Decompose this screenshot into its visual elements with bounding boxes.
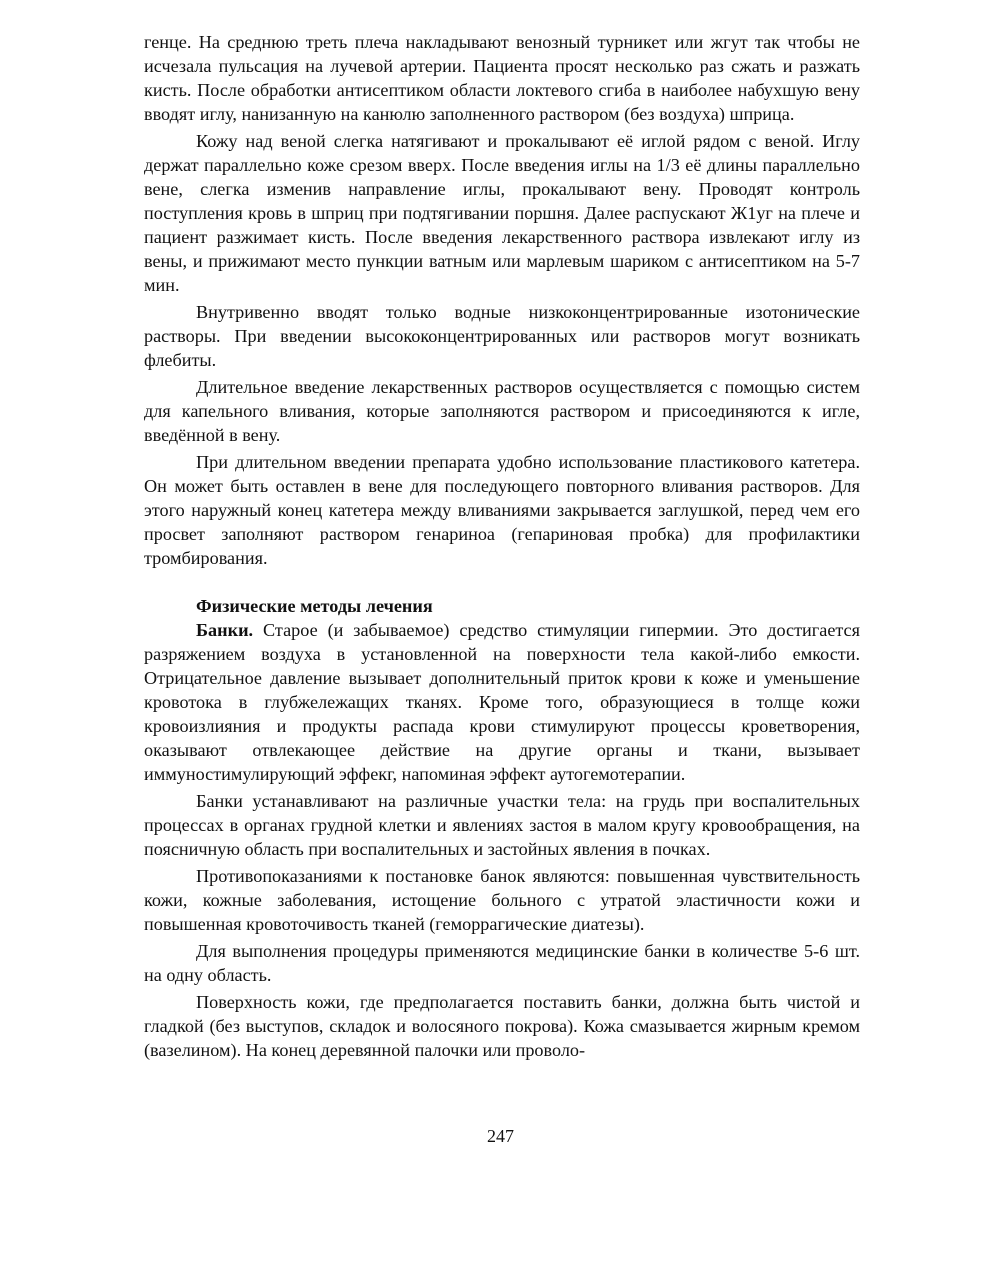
banki-text: Старое (и забываемое) средство стимуляции гипермии. Это достигается разряжением воздуха в установленной на поверхности тела какой-либо емкости. Отрицательное давление вызывает дополнительный приток крови к коже и уменьшение кровотока в глубжележащих тканях. Кроме того, образующиеся в толще кожи кровоизлияния и продукты распада крови стимулируют процессы кроветворения, оказывают отвлекающее действие на другие органы и ткани, вызывает иммуностимулирующий эффекг, напоминая эффект аутогемотерапии. bbox=[144, 620, 860, 784]
paragraph-contraindications: Противопоказаниями к постановке банок являются: повышенная чувствительность кожи, кожные заболевания, истощение больного с утратой эластичности кожи и повышенная кровоточивость тканей (геморрагические диатезы). bbox=[144, 866, 860, 934]
page-body bbox=[144, 30, 860, 1065]
paragraph-banki bbox=[144, 618, 860, 786]
paragraph-continuation: генце. На среднюю треть плеча накладывают венозный турникет или жгут так чтобы не исчезала пульсация на лучевой артерии. Пациента просят несколько раз сжать и разжать кисть. После обработки антисептиком области локтевого сгиба в наиболее набухшую вену вводят иглу, нанизанную на канюлю заполненного раствором (без воздуха) шприца. bbox=[144, 32, 860, 124]
paragraph-drip-infusion: Длительное введение лекарственных растворов осуществляется с помощью систем для капельного вливания, которые заполняются раствором и присоединяются к игле, введённой в вену. bbox=[144, 377, 860, 445]
paragraph-vein-puncture: Кожу над веной слегка натягивают и прокалывают её иглой рядом с веной. Иглу держат параллельно коже срезом вверх. После введения иглы на 1/3 её длины параллельно вене, слегка изменив направление иглы, прокалывают вену. Проводят контроль поступления кровь в шприц при подтягивании поршня. Далее распускают Ж1уг на плече и пациент разжимает кисть. После введения лекарственного раствора извлекают иглу из вены, и прижимают место пункции ватным или марлевым шариком с антисептиком на 5-7 мин. bbox=[144, 131, 860, 295]
paragraph-banki-placement: Банки устанавливают на различные участки тела: на грудь при воспалительных процессах в органах грудной клетки и явлениях застоя в малом кругу кровообращения, на поясничную область при воспалительных и застойных явления в почках. bbox=[144, 791, 860, 859]
banki-lead-term: Банки. bbox=[196, 620, 254, 640]
paragraph-skin-preparation: Поверхность кожи, где предполагается поставить банки, должна быть чистой и гладкой (без выступов, складок и волосяного покрова). Кожа смазывается жирным кремом (вазелином). На конец деревянной палочки или проволо- bbox=[144, 992, 860, 1060]
paragraph-procedure-count: Для выполнения процедуры применяются медицинские банки в количестве 5-6 шт. на одну область. bbox=[144, 941, 860, 985]
section-heading: Физические методы лечения bbox=[196, 596, 433, 616]
page-number: 247 bbox=[487, 1126, 514, 1146]
paragraph-catheter: При длительном введении препарата удобно использование пластикового катетера. Он может быть оставлен в вене для последующего повторного вливания растворов. Для этого наружный конец катетера между вливаниями закрывается заглушкой, перед чем его просвет заполняют раствором генариноа (гепариновая пробка) для профилактики тромбирования. bbox=[144, 452, 860, 568]
paragraph-intravenous-solutions: Внутривенно вводят только водные низкоконцентрированные изотонические растворы. При введении высококонцентрированных или растворов могут возникать флебиты. bbox=[144, 302, 860, 370]
